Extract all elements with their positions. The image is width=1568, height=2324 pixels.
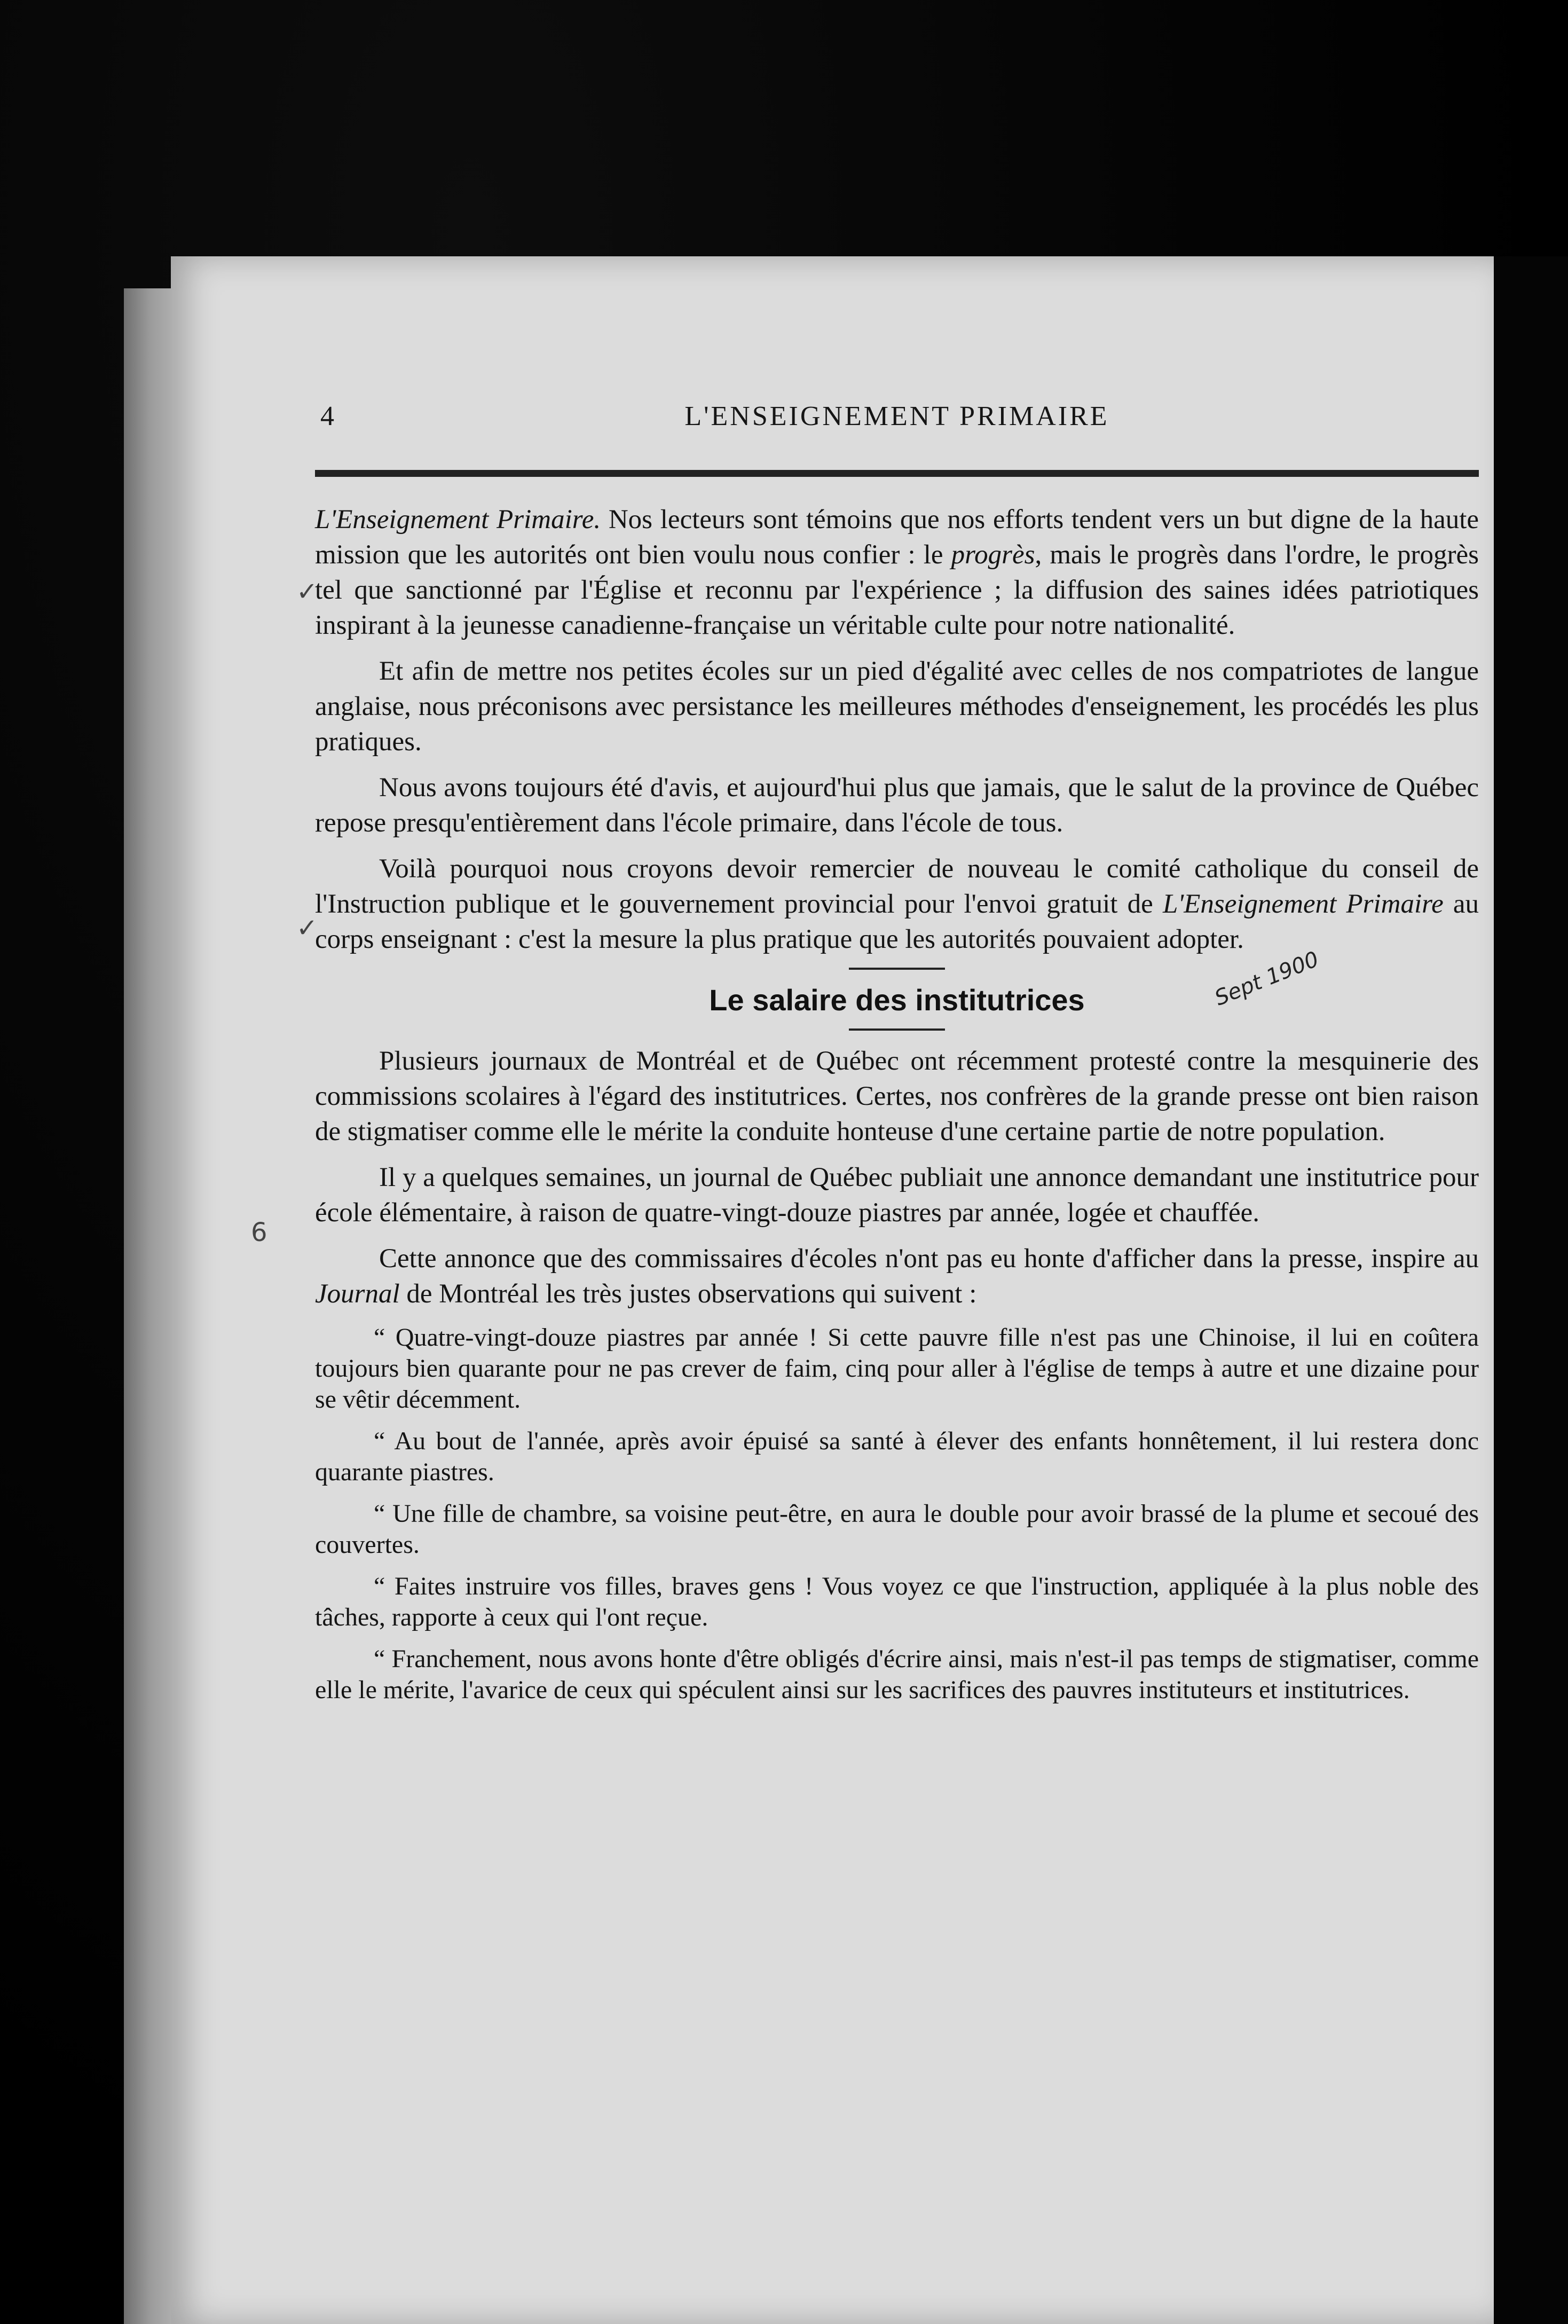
paragraph — [315, 1241, 1479, 1312]
margin-checkmark: ✓ — [296, 913, 318, 943]
document-page — [171, 256, 1494, 2324]
header-double-rule — [315, 470, 1479, 477]
quote-paragraph: “ Quatre-vingt-douze piastres par année ! Si cette pauvre fille n'est pas une Chinoise, il lui en coûtera toujours bien quarante pour ne pas crever de faim, cinq pour aller à l'église de temps à autre et une dizaine pour se vêtir décemment. — [315, 1323, 1479, 1414]
margin-pencil-mark: 6 — [251, 1218, 267, 1247]
italic-text: Journal — [315, 1279, 400, 1309]
scan-right-margin — [1490, 256, 1568, 2324]
italic-text: L'Enseignement Primaire. — [315, 505, 601, 535]
paragraph — [315, 851, 1479, 957]
paragraph — [315, 770, 1479, 841]
paragraph — [315, 1043, 1479, 1149]
paragraph-text: Nos lecteurs sont témoins que nos efforts tendent vers un but digne de la haute mission que les autorités ont bien voulu nous confier : le — [315, 505, 1479, 570]
paragraph-text: de Montréal les très justes observations qui suivent : — [399, 1279, 977, 1309]
article-body — [315, 502, 1479, 1716]
paragraph-text: Nous avons toujours été d'avis, et aujourd'hui plus que jamais, que le salut de la province de Québec repose presqu'entièrement dans l'école primaire, dans l'école de tous. — [315, 773, 1479, 838]
quote-paragraph: “ Une fille de chambre, sa voisine peut-être, en aura le double pour avoir brassé de la plume et secoué des couvertes. — [315, 1499, 1479, 1559]
paragraph — [315, 654, 1479, 759]
quote-paragraph: “ Faites instruire vos filles, braves gens ! Vous voyez ce que l'instruction, appliquée à la plus noble des tâches, rapporte à ceux qui l'ont reçue. — [315, 1572, 1479, 1631]
paragraph-text: Cette annonce que des commissaires d'écoles n'ont pas eu honte d'afficher dans la presse, inspire au — [379, 1244, 1479, 1274]
section-title: Le salaire des institutrices — [709, 983, 1085, 1017]
handwritten-date-note: Sept 1900 — [1211, 947, 1322, 1011]
paragraph-text: , mais le progrès dans l'ordre, le progrès tel que sanctionné par l'Église et reconnu par l'expérience ; la diffusion des saines idées patriotiques inspirant à la jeunesse canadienne-française un véritable culte pour notre nationalité. — [315, 540, 1479, 640]
italic-text: L'Enseignement Primaire — [1162, 889, 1444, 919]
paragraph-text: Et afin de mettre nos petites écoles sur un pied d'égalité avec celles de nos compatriotes de langue anglaise, nous préconisons avec persistance les meilleures méthodes d'enseignement, les procédés les plus pratiques. — [315, 656, 1479, 757]
section-rule-bottom — [849, 1028, 945, 1031]
page-number: 4 — [320, 401, 334, 431]
paragraph-text: Il y a quelques semaines, un journal de Québec publiait une annonce demandant une institutrice pour école élémentaire, à raison de quatre-vingt-douze piastres par année, logée et chauffée. — [315, 1163, 1479, 1228]
margin-checkmark: ✓ — [296, 577, 318, 607]
paragraph — [315, 502, 1479, 643]
page-header — [320, 401, 1474, 443]
running-title: L'ENSEIGNEMENT PRIMAIRE — [684, 401, 1109, 431]
quote-paragraph: “ Franchement, nous avons honte d'être obligés d'écrire ainsi, mais n'est-il pas temps de stigmatiser, comme elle le mérite, l'avarice de ceux qui spéculent ainsi sur les sacrifices des pauvres instituteurs et institutrices. — [315, 1645, 1479, 1704]
intro-section — [315, 502, 1479, 957]
section-heading-wrap — [315, 947, 1479, 1018]
paragraph-text: au corps enseignant : c'est la mesure la plus pratique que les autorités pouvaient adopter. — [315, 889, 1479, 954]
paragraph-text: Voilà pourquoi nous croyons devoir remercier de nouveau le comité catholique du conseil de l'Instruction publique et le gouvernement provincial pour l'envoi gratuit de — [315, 854, 1479, 919]
paragraph-text: Plusieurs journaux de Montréal et de Québec ont récemment protesté contre la mesquinerie des commissions scolaires à l'égard des institutrices. Certes, nos confrères de la grande presse ont bien raison de stigmatiser comme elle le mérite la conduite honteuse d'une certaine partie de notre population. — [315, 1046, 1479, 1147]
italic-text: progrès — [951, 540, 1035, 570]
quoted-passage — [315, 1322, 1479, 1706]
quote-paragraph: “ Au bout de l'année, après avoir épuisé sa santé à élever des enfants honnêtement, il lui restera donc quarante piastres. — [315, 1427, 1479, 1486]
section-body — [315, 1043, 1479, 1312]
section-rule-top — [849, 968, 945, 970]
paragraph — [315, 1160, 1479, 1230]
